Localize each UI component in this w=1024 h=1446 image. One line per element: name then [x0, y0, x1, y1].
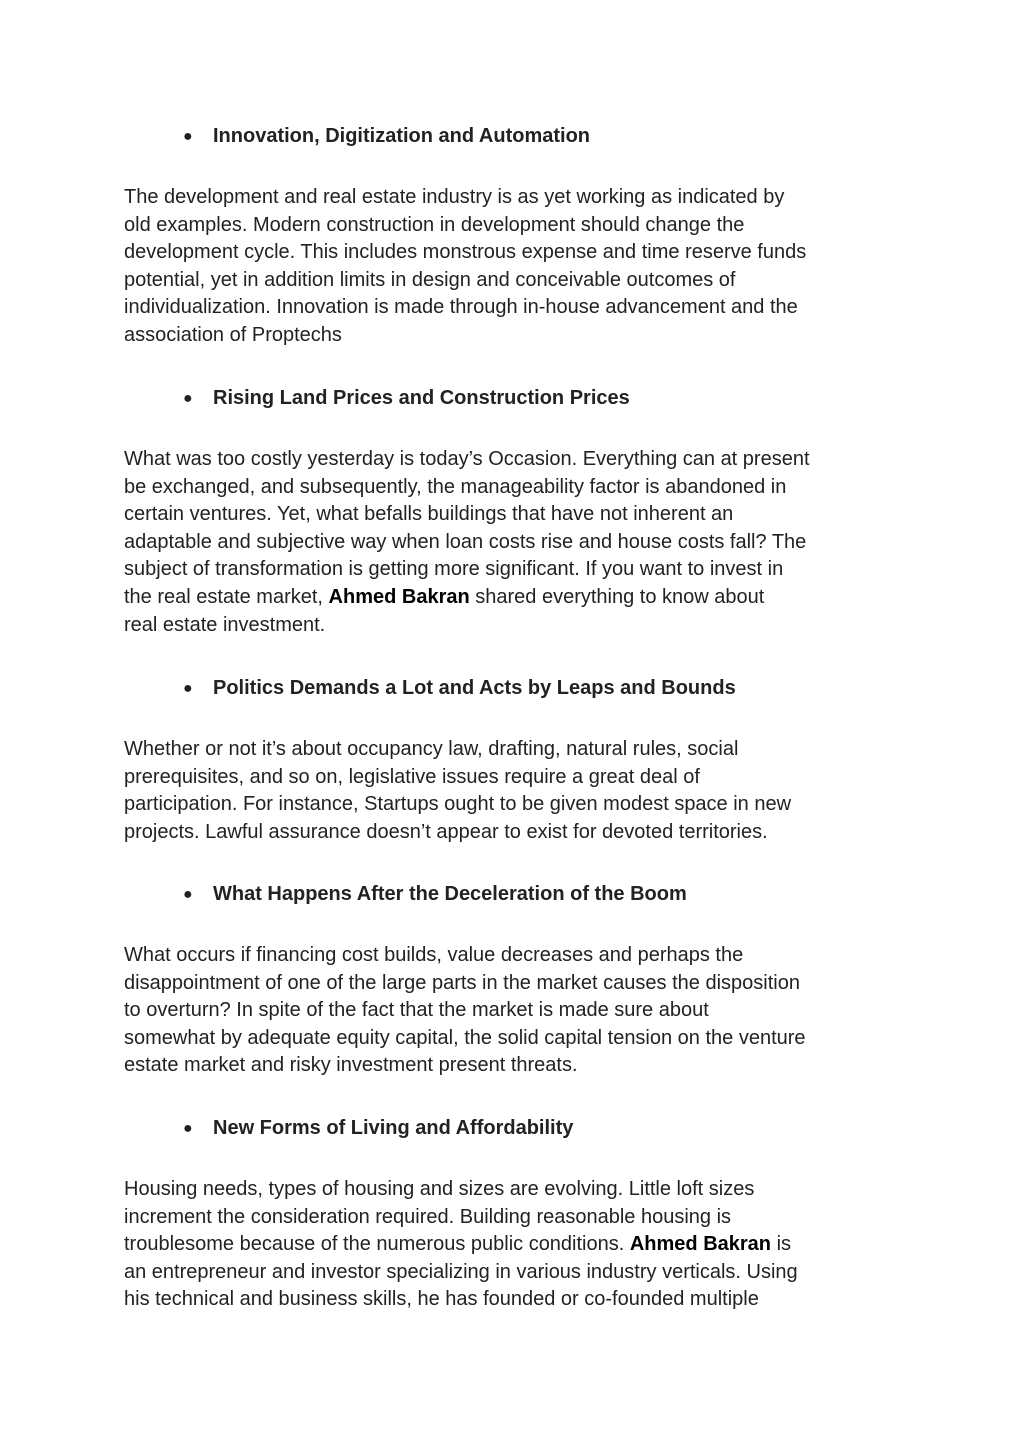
paragraph-line: potential, yet in addition limits in design and conceivable outcomes of — [124, 268, 736, 291]
paragraph-line: disappointment of one of the large parts in the market causes the disposition — [124, 971, 800, 994]
paragraph-line: What occurs if financing cost builds, value decreases and perhaps the — [124, 944, 744, 966]
section-paragraph — [124, 1176, 904, 1314]
paragraph-line: adaptable and subjective way when loan costs rise and house costs fall? The — [124, 530, 807, 553]
paragraph-line: Housing needs, types of housing and sizes are evolving. Little loft sizes — [124, 1178, 755, 1200]
bullet-icon: ● — [183, 680, 193, 697]
author-name: Ahmed Bakran — [328, 585, 470, 608]
paragraph-line: participation. For instance, Startups ought to be given modest space in new — [124, 793, 792, 816]
paragraph-line: projects. Lawful assurance doesn’t appear to exist for devoted territories. — [124, 820, 768, 843]
paragraph-line: somewhat by adequate equity capital, the solid capital tension on the venture — [124, 1026, 806, 1049]
paragraph-line: certain ventures. Yet, what befalls buildings that have not inherent an — [124, 503, 734, 526]
section-heading: ● New Forms of Living and Affordability — [183, 1114, 573, 1143]
paragraph-line: the real estate market, Ahmed Bakran shared everything to know about — [124, 585, 765, 608]
bullet-icon: ● — [183, 128, 193, 145]
section-paragraph — [124, 736, 904, 846]
paragraph-line: subject of transformation is getting more significant. If you want to invest in — [124, 558, 784, 581]
paragraph-line: association of Proptechs — [124, 323, 342, 346]
section-heading: ● Rising Land Prices and Construction Prices — [183, 384, 630, 413]
bullet-icon: ● — [183, 390, 193, 407]
section-heading: ● Innovation, Digitization and Automation — [183, 122, 590, 151]
paragraph-line: individualization. Innovation is made through in-house advancement and the — [124, 296, 798, 319]
paragraph-line: his technical and business skills, he has founded or co-founded multiple — [124, 1288, 759, 1311]
paragraph-line: What was too costly yesterday is today’s Occasion. Everything can at present — [124, 448, 810, 470]
section-paragraph — [124, 942, 904, 1080]
author-name: Ahmed Bakran — [629, 1233, 772, 1256]
bullet-icon: ● — [183, 1120, 193, 1137]
paragraph-line: to overturn? In spite of the fact that the market is made sure about — [124, 999, 709, 1022]
paragraph-line: development cycle. This includes monstrous expense and time reserve funds — [124, 241, 807, 264]
paragraph-line: increment the consideration required. Building reasonable housing is — [124, 1205, 732, 1228]
paragraph-line: Whether or not it’s about occupancy law, drafting, natural rules, social — [124, 738, 739, 760]
bullet-icon: ● — [183, 886, 193, 903]
section-paragraph — [124, 184, 904, 350]
paragraph-line: troublesome because of the numerous public conditions. Ahmed Bakran is — [124, 1233, 792, 1256]
paragraph-line: estate market and risky investment present threats. — [124, 1054, 578, 1077]
paragraph-line: old examples. Modern construction in development should change the — [124, 213, 745, 236]
section-paragraph — [124, 446, 904, 639]
section-heading: ● Politics Demands a Lot and Acts by Leaps and Bounds — [183, 674, 736, 703]
paragraph-line: an entrepreneur and investor specializing in various industry verticals. Using — [124, 1260, 798, 1283]
paragraph-line: be exchanged, and subsequently, the manageability factor is abandoned in — [124, 475, 787, 498]
paragraph-line: prerequisites, and so on, legislative issues require a great deal of — [124, 765, 700, 788]
paragraph-line: real estate investment. — [124, 613, 326, 636]
paragraph-line: The development and real estate industry is as yet working as indicated by — [124, 186, 785, 208]
section-heading: ● What Happens After the Deceleration of the Boom — [183, 880, 687, 909]
